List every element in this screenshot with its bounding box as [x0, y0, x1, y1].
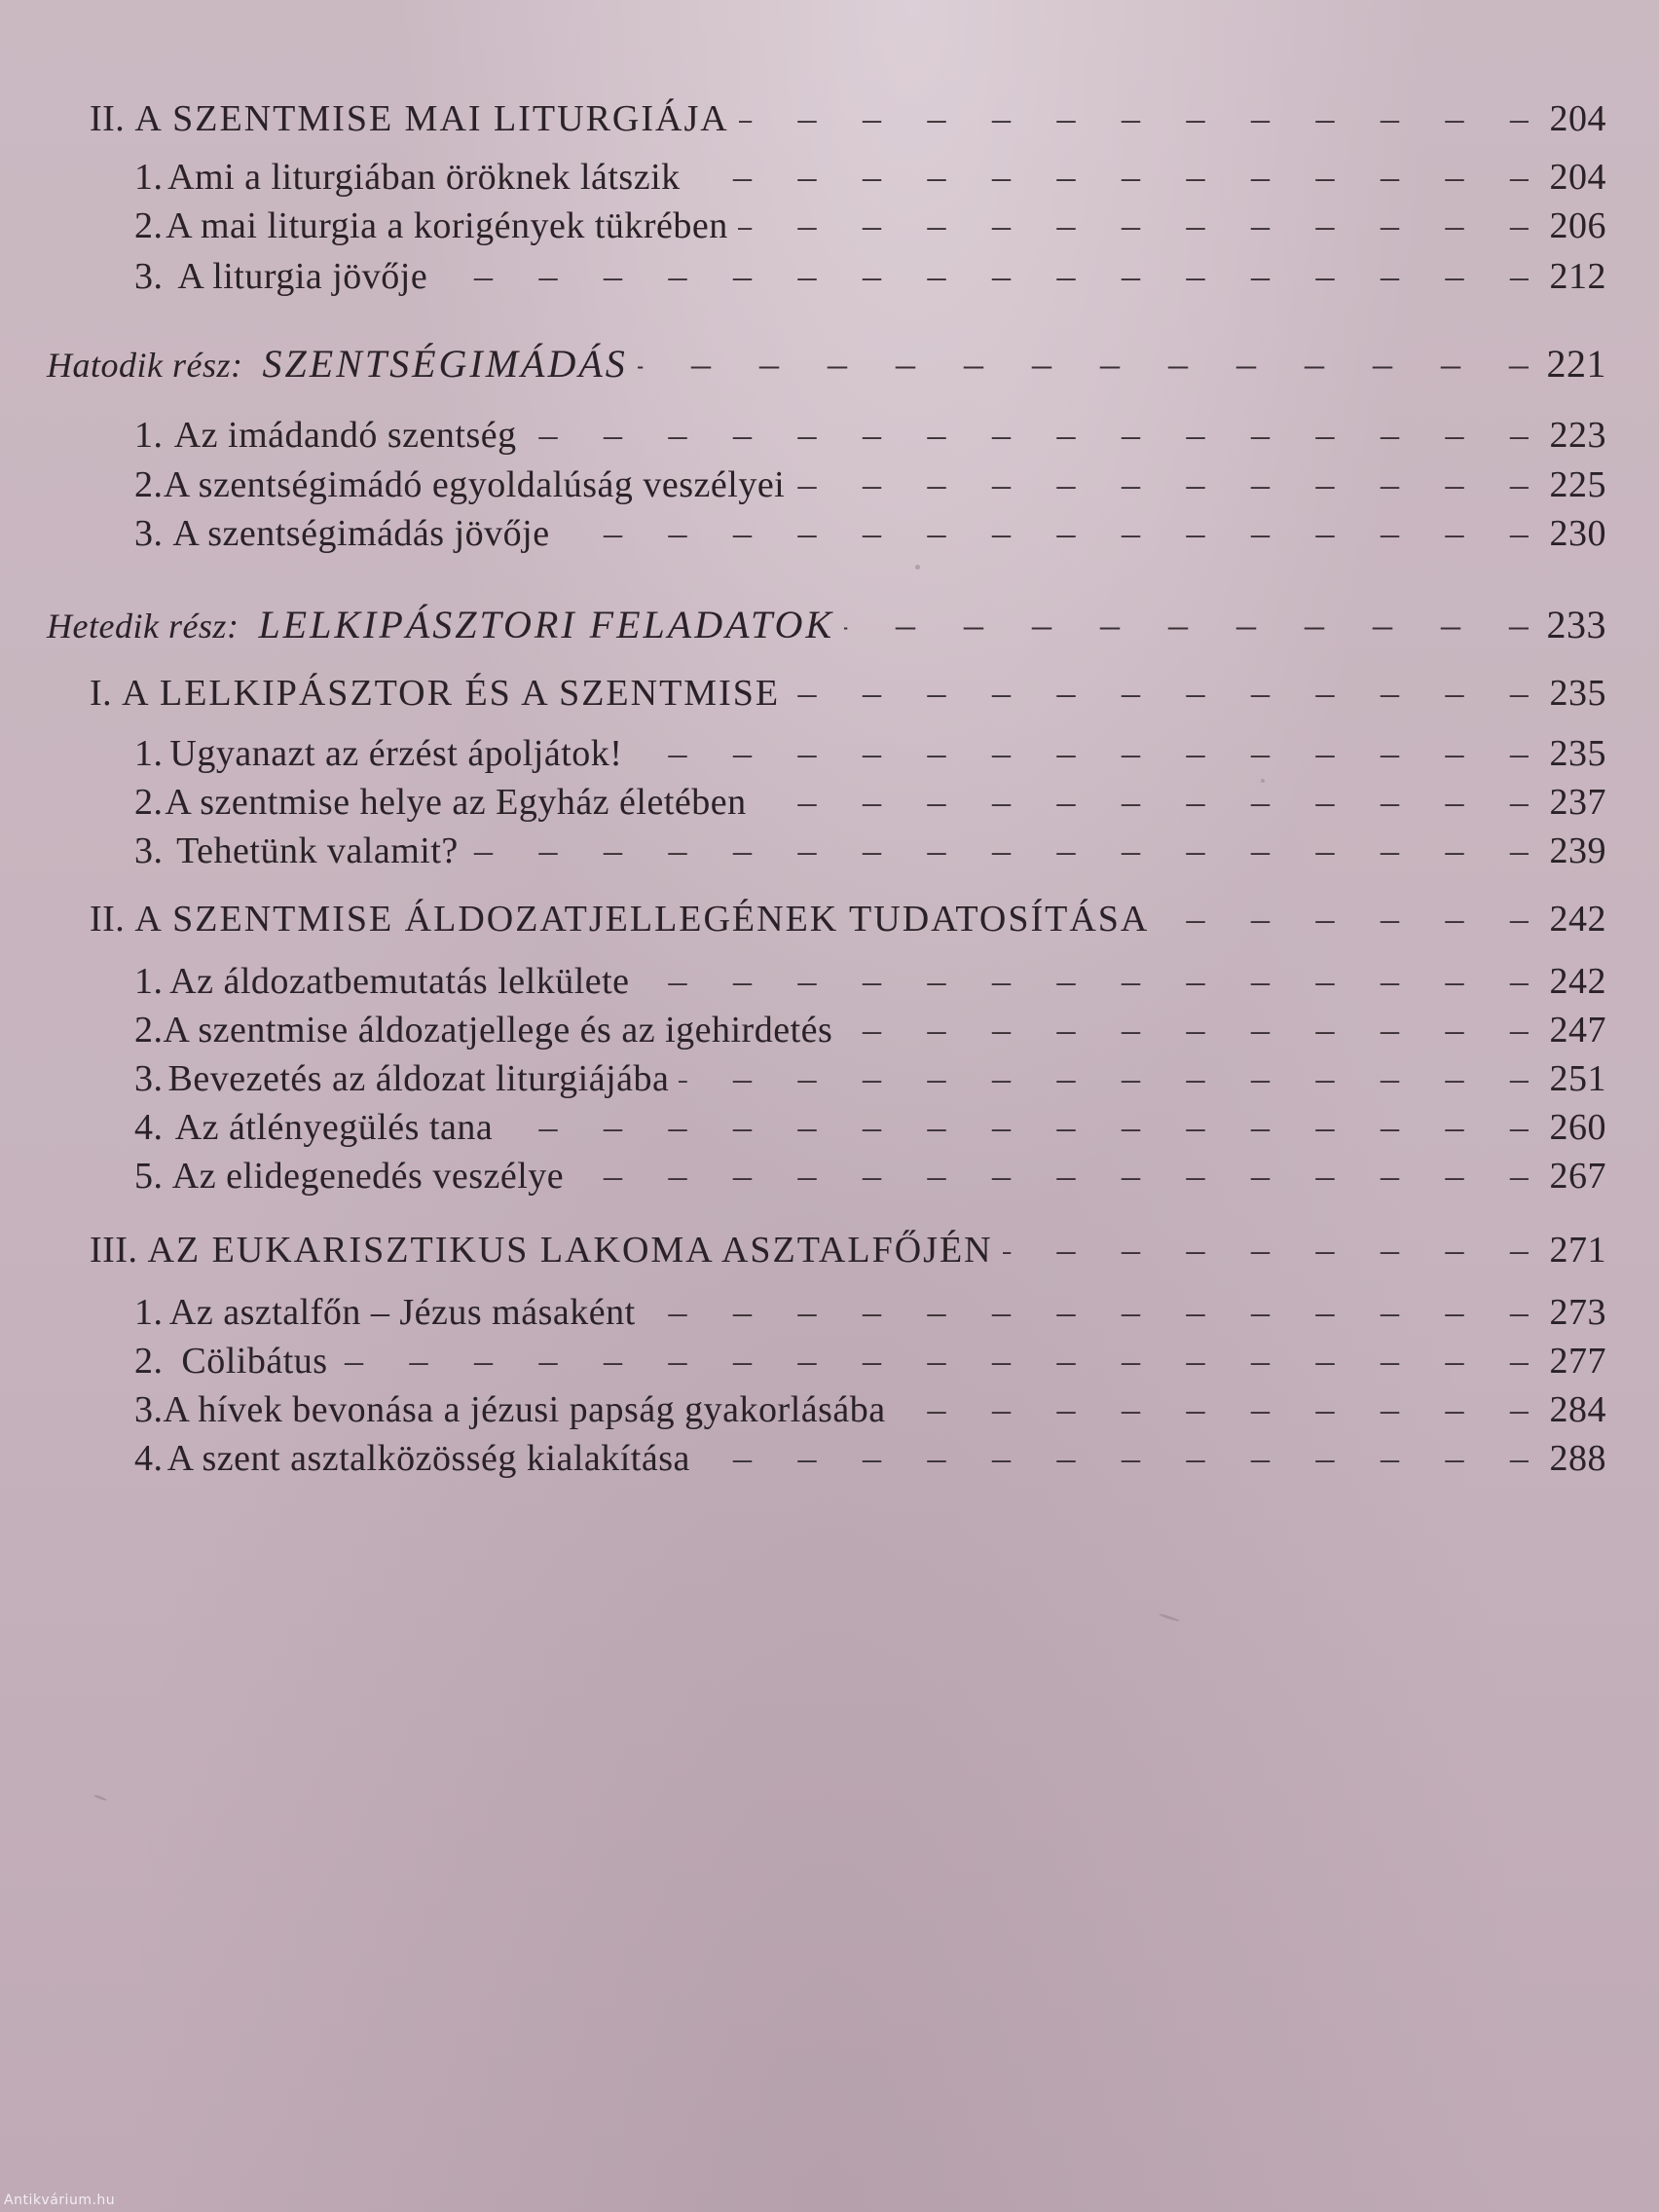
dot-leader: [527, 414, 1529, 457]
toc-entry: [90, 97, 1606, 146]
entry-title: A SZENTMISE ÁLDOZATJELLEGÉNEK TUDATOSÍTÁSA: [134, 899, 1150, 940]
toc-entry: [134, 1155, 1606, 1203]
entry-page-number: 288: [1549, 1438, 1606, 1479]
entry-number: 4.: [134, 1107, 164, 1148]
toc-entry: [134, 1388, 1606, 1437]
entry-title: A szentségimádó egyoldalúság veszélyei: [163, 464, 786, 505]
dot-leader: [896, 1388, 1529, 1431]
entry-number: I.: [90, 673, 113, 714]
toc-entry: [134, 1106, 1606, 1155]
toc-entry: [134, 1009, 1606, 1057]
watermark: Antikvárium.hu: [4, 2193, 116, 2208]
entry-number: 3.: [134, 1389, 164, 1430]
toc-entry: [134, 204, 1606, 253]
dot-leader: [338, 1340, 1529, 1382]
entry-page-number: 223: [1549, 415, 1606, 456]
toc-entry: [134, 1291, 1606, 1340]
entry-number: 1.: [134, 157, 164, 198]
entry-number: 3.: [134, 1058, 164, 1099]
dot-leader: [739, 97, 1529, 140]
part-label: Hetedik rész:: [47, 607, 240, 645]
dot-leader: [640, 960, 1529, 1003]
entry-title: A hívek bevonása a jézusi papság gyakorlásába: [163, 1389, 886, 1430]
dot-leader: [632, 732, 1529, 775]
entry-number: 1.: [134, 1292, 164, 1333]
toc-entry: [134, 830, 1606, 878]
dot-leader: [1003, 1229, 1529, 1272]
toc-entry: [134, 255, 1606, 304]
entry-page-number: 204: [1549, 98, 1606, 139]
entry-title: Az asztalfőn – Jézus másaként: [168, 1292, 636, 1333]
entry-page-number: 271: [1549, 1230, 1606, 1271]
toc-entry: [134, 512, 1606, 561]
entry-number: 1.: [134, 733, 164, 774]
entry-number: II.: [90, 98, 126, 139]
entry-page-number: 277: [1549, 1341, 1606, 1382]
entry-page-number: 273: [1549, 1292, 1606, 1333]
entry-page-number: 235: [1549, 673, 1606, 714]
dot-leader: [468, 830, 1529, 872]
toc-entry: [134, 1340, 1606, 1388]
entry-number: 3.: [134, 830, 164, 871]
dot-leader: [638, 341, 1529, 387]
toc-entry: [134, 414, 1606, 462]
entry-title: Az elidegenedés veszélye: [171, 1156, 565, 1197]
toc-entry: [90, 898, 1606, 946]
entry-page-number: 237: [1549, 782, 1606, 823]
entry-page-number: 212: [1549, 256, 1606, 297]
entry-page-number: 242: [1549, 961, 1606, 1002]
entry-title: A LELKIPÁSZTOR ÉS A SZENTMISE: [122, 673, 781, 714]
toc-entry: [134, 781, 1606, 830]
dot-leader: [502, 1106, 1529, 1149]
toc-entry: [134, 1057, 1606, 1106]
dot-leader: [700, 1437, 1529, 1480]
entry-number: 1.: [134, 961, 164, 1002]
entry-number: 2.: [134, 1341, 164, 1382]
entry-number: 5.: [134, 1156, 164, 1197]
dot-leader: [794, 463, 1529, 506]
entry-page-number: 221: [1546, 342, 1606, 386]
part-label: Hatodik rész:: [47, 346, 243, 385]
toc-entry: [90, 1229, 1606, 1277]
entry-page-number: 204: [1549, 157, 1606, 198]
dot-leader: [842, 1009, 1529, 1051]
entry-number: 2.: [134, 782, 164, 823]
entry-title: Az imádandó szentség: [173, 415, 517, 456]
entry-page-number: 267: [1549, 1156, 1606, 1197]
entry-title: Tehetünk valamit?: [176, 830, 459, 871]
entry-page-number: 206: [1549, 205, 1606, 246]
toc-entry: [134, 463, 1606, 512]
entry-number: 2.: [134, 1010, 164, 1051]
toc-entry: [134, 960, 1606, 1009]
entry-number: III.: [90, 1230, 138, 1271]
paper-speck: [1159, 1613, 1180, 1623]
dot-leader: [645, 1291, 1529, 1334]
part-title: LELKIPÁSZTORI FELADATOK: [258, 603, 835, 646]
entry-title: Ugyanazt az érzést ápoljátok!: [169, 733, 623, 774]
dot-leader: [844, 602, 1529, 647]
entry-title: A szent asztalközösség kialakítása: [166, 1438, 690, 1479]
entry-page-number: 233: [1546, 603, 1606, 646]
paper-speck: [915, 565, 920, 570]
paper-speck: [1261, 779, 1265, 783]
entry-page-number: 251: [1549, 1058, 1606, 1099]
entry-page-number: 260: [1549, 1107, 1606, 1148]
part-title: SZENTSÉGIMÁDÁS: [262, 342, 628, 386]
entry-page-number: 225: [1549, 464, 1606, 505]
entry-page-number: 247: [1549, 1010, 1606, 1051]
entry-title: Az átlényegülés tana: [174, 1107, 494, 1148]
entry-title: Az áldozatbemutatás lelkülete: [169, 961, 630, 1002]
dot-leader: [679, 1057, 1529, 1100]
entry-number: 2.: [134, 464, 164, 505]
entry-title: A liturgia jövője: [177, 256, 428, 297]
entry-number: 1.: [134, 415, 164, 456]
dot-leader: [790, 672, 1529, 715]
toc-entry: [134, 1437, 1606, 1486]
dot-leader: [437, 255, 1529, 298]
entry-number: 3.: [134, 513, 164, 554]
dot-leader: [738, 204, 1529, 247]
entry-number: 4.: [134, 1438, 164, 1479]
entry-title: A szentmise helye az Egyház életében: [165, 782, 747, 823]
entry-number: II.: [90, 899, 126, 940]
toc-part-heading: [47, 602, 1606, 650]
entry-title: Cölibátus: [181, 1341, 328, 1382]
entry-title: Ami a liturgiában öröknek látszik: [167, 157, 681, 198]
entry-page-number: 284: [1549, 1389, 1606, 1430]
entry-page-number: 242: [1549, 899, 1606, 940]
paper-speck: [93, 1794, 107, 1802]
entry-title: A SZENTMISE MAI LITURGIÁJA: [134, 98, 729, 139]
entry-page-number: 235: [1549, 733, 1606, 774]
entry-title: A mai liturgia a korigények tükrében: [166, 205, 728, 246]
entry-title: A szentmise áldozatjellege és az igehirdetés: [163, 1010, 833, 1051]
entry-page-number: 230: [1549, 513, 1606, 554]
entry-title: Bevezetés az áldozat liturgiájába: [167, 1058, 670, 1099]
entry-number: 2.: [134, 205, 164, 246]
entry-title: A szentségimádás jövője: [172, 513, 550, 554]
dot-leader: [560, 512, 1529, 555]
toc-entry: [134, 156, 1606, 204]
entry-page-number: 239: [1549, 830, 1606, 871]
toc-entry: [90, 672, 1606, 720]
entry-number: 3.: [134, 256, 164, 297]
toc-part-heading: [47, 341, 1606, 389]
dot-leader: [756, 781, 1529, 824]
toc-entry: [134, 732, 1606, 781]
dot-leader: [690, 156, 1529, 199]
dot-leader: [1159, 898, 1529, 940]
entry-title: AZ EUKARISZTIKUS LAKOMA ASZTALFŐJÉN: [147, 1230, 993, 1271]
dot-leader: [573, 1155, 1529, 1198]
